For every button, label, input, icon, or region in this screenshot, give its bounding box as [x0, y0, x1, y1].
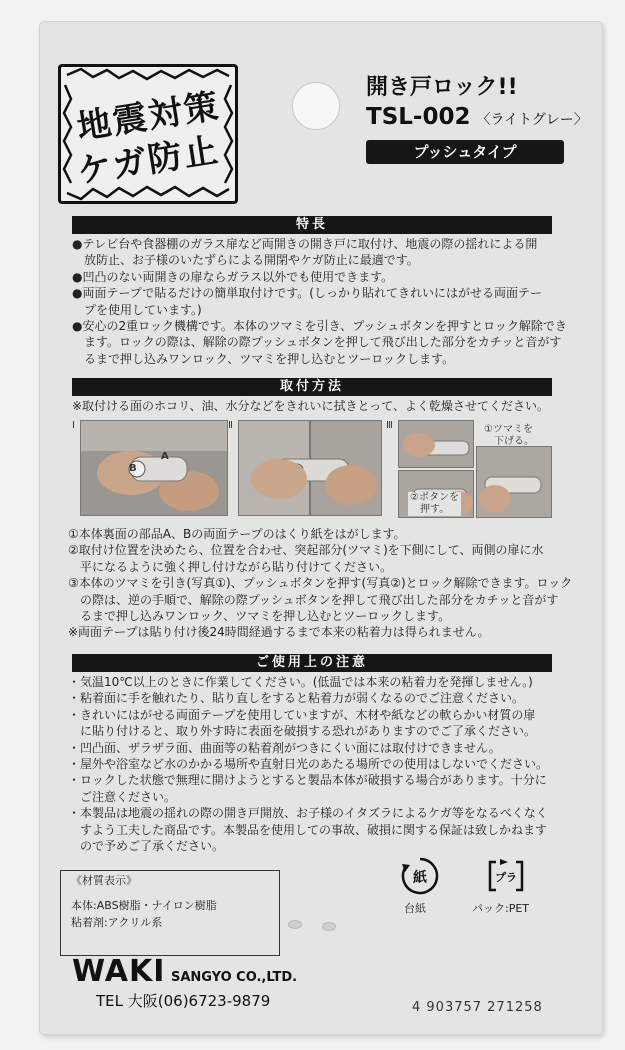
- caution-line: ・凹凸面、ザラザラ面、曲面等の粘着剤がつきにくい面には取付けできません。: [68, 740, 501, 755]
- badge-line-1: 地震対策: [74, 85, 223, 148]
- feature-line: ●安心の2重ロック機構です。本体のツマミを引き、プッシュボタンを押すとロック解除でき: [72, 319, 567, 334]
- cautions-text: [68, 674, 548, 854]
- model-number: TSL-002: [366, 104, 471, 130]
- step-line: ②取付け位置を決めたら、位置を合わせ、突起部分(ツマミ)を下側にして、両側の扉に水: [68, 543, 544, 558]
- material-adhesive: 粘着剤:アクリル系: [71, 916, 163, 929]
- company-name: SANGYO CO.,LTD.: [170, 970, 298, 985]
- step-line: ※両面テープは貼り付け後24時間経過するまで本来の粘着力は得られません。: [68, 625, 490, 640]
- earthquake-badge: [58, 64, 238, 204]
- caution-line: ・ロックした状態で無理に開けようとすると製品本体が破損する場合があります。十分に: [68, 773, 547, 788]
- feature-line: るまで押し込みワンロック、ツマミを押し込むとツーロックします。: [72, 351, 455, 366]
- caution-line: ・気温10℃以上のときに作業してください。(低温では本来の粘着力を発揮しません。): [68, 675, 533, 689]
- photo-3a-illustration: [399, 421, 473, 467]
- step-line: の際は、逆の手順で、解除の際プッシュボタンを押して飛び出した部分をカチッと音がす: [68, 592, 559, 607]
- feature-line: ます。ロックの際は、解除の際プッシュボタンを押して飛び出した部分をカチッと音がす: [72, 335, 562, 350]
- photo-3-number: Ⅲ: [386, 420, 393, 431]
- caution-line: ・きれいにはがせる両面テープを使用していますが、木材や紙などの軟らかい材質の扉: [68, 707, 536, 722]
- part-a-tag: A: [161, 451, 169, 462]
- material-title: 《材質表示》: [71, 874, 137, 887]
- model-row: [366, 104, 588, 130]
- type-label: プッシュタイプ: [366, 140, 564, 164]
- photo-1-illustration: [81, 421, 227, 515]
- callout-2-line: 押す。: [410, 504, 450, 515]
- caution-line: ので予めご了承ください。: [68, 839, 225, 854]
- hanging-hole: [292, 82, 340, 130]
- callout-1-line: 下げる。: [484, 436, 534, 447]
- photo-3a: [398, 420, 474, 468]
- feature-line: プを使用しています。): [72, 302, 202, 317]
- photo-3c-illustration: [477, 447, 551, 517]
- dot-marker: [288, 920, 302, 929]
- install-heading: 取付方法: [72, 378, 552, 396]
- caution-line: ・粘着面に手を触れたり、貼り直しをすると粘着力が弱くなるのでご注意ください。: [68, 691, 525, 706]
- install-steps: [68, 526, 572, 641]
- features-heading: 特長: [72, 216, 552, 234]
- plastic-mark-text: プラ: [495, 871, 517, 884]
- callout-push-button: [408, 492, 461, 516]
- caution-line: すよう工夫した商品です。本製品を使用しての事故、破損に関する保証は致しかねます: [68, 822, 548, 837]
- callout-pull-knob: [484, 424, 534, 448]
- step-line: ①本体裏面の部品A、Bの両面テープのはくり紙をはがします。: [68, 527, 406, 541]
- caution-line: ・屋外や浴室など水のかかる場所や直射日光のあたる場所での使用はしないでください。: [68, 757, 549, 772]
- brand-name: WAKI: [72, 954, 166, 989]
- product-title: 開き戸ロック!!: [366, 75, 518, 100]
- part-b-tag: B: [129, 463, 137, 474]
- photo-2-illustration: [239, 421, 381, 515]
- barcode-number: 4 903757 271258: [412, 1000, 543, 1015]
- feature-line: ●両面テープで貼るだけの簡単取付けです。(しっかり貼れてきれいにはがせる両面テー: [72, 286, 542, 301]
- callout-1-line: ①ツマミを: [484, 424, 533, 435]
- photo-1-number: Ⅰ: [72, 420, 75, 431]
- step-line: 平になるように強く押し付けながら貼り付けてください。: [68, 559, 393, 574]
- caution-line: ・本製品は地震の揺れの際の開き戸開放、お子様のイタズラによるケガ等をなるべくなく: [68, 806, 548, 821]
- color-label: 〈ライトグレー〉: [476, 112, 588, 128]
- dot-marker: [322, 922, 336, 931]
- badge-line-2: ケガ防止: [74, 129, 223, 192]
- paper-mark-text: 紙: [413, 870, 427, 886]
- feature-line: ●テレビ台や食器棚のガラス扉など両開きの開き戸に取付け、地震の際の揺れによる開: [72, 237, 538, 251]
- photo-3c: [476, 446, 552, 518]
- install-note: ※取付ける面のホコリ、油、水分などをきれいに拭きとって、よく乾燥させてください。: [72, 399, 549, 413]
- material-box: [60, 870, 280, 956]
- photo-2: [238, 420, 382, 516]
- step-line: ③本体のツマミを引き(写真①)、プッシュボタンを押す(写真②)とロック解除できます。ロック: [68, 576, 573, 591]
- step-line: るまで押し込みワンロック、ツマミを押し込むとツーロックします。: [68, 609, 451, 624]
- features-text: [72, 236, 567, 367]
- photo-1: [80, 420, 228, 516]
- company-logo: [72, 954, 297, 989]
- plastic-recycle-icon: [486, 856, 526, 896]
- caution-line: に貼り付けると、取り外す時に表面を破損する恐れがありますのでご了承ください。: [68, 724, 537, 739]
- phone-number: TEL 大阪(06)6723-9879: [96, 992, 271, 1010]
- plastic-label: パック:PET: [472, 902, 530, 915]
- paper-recycle-icon: [400, 856, 440, 896]
- feature-line: ●凹凸のない両開きの扉ならガラス以外でも使用できます。: [72, 269, 394, 284]
- feature-line: 放防止、お子様のいたずらによる開閉やケガ防止に最適です。: [72, 253, 419, 268]
- cautions-heading: ご使用上の注意: [72, 654, 552, 672]
- callout-2-line: ②ボタンを: [410, 492, 459, 503]
- caution-line: ご注意ください。: [68, 789, 177, 804]
- photo-2-number: Ⅱ: [228, 420, 233, 431]
- paper-label: 台紙: [404, 902, 426, 915]
- material-body: 本体:ABS樹脂・ナイロン樹脂: [71, 899, 217, 912]
